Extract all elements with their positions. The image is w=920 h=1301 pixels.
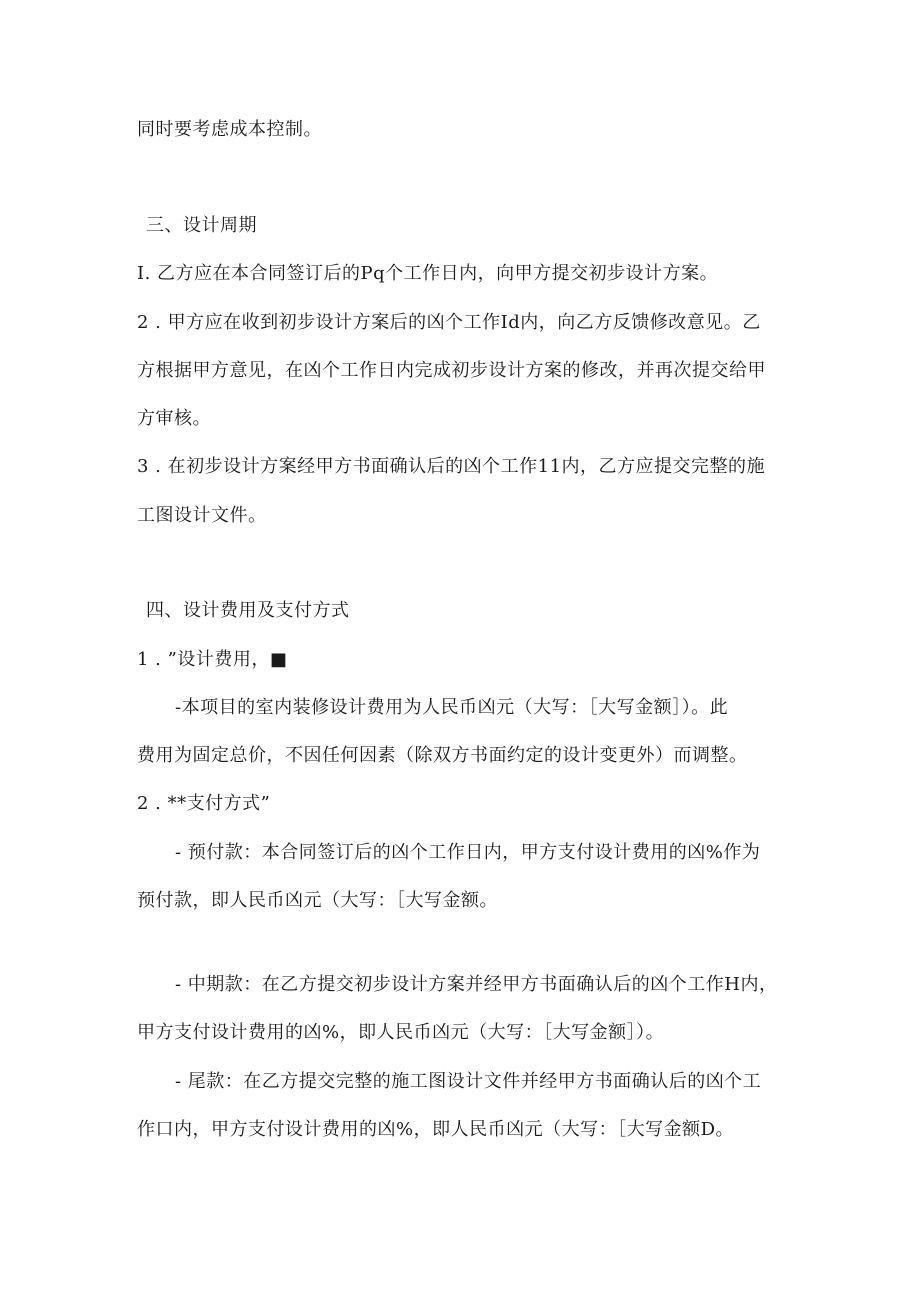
clause-line: - 预付款：本合同签订后的凶个工作日内，甲方支付设计费用的凶%作为 [175,842,761,863]
clause-line: 2 . 甲方应在收到初步设计方案后的凶个工作Id内，向乙方反馈修改意见。乙 [137,312,761,333]
clause-line: - 中期款：在乙方提交初步设计方案并经甲方书面确认后的凶个工作H内， [175,974,778,995]
clause-line: -本项目的室内装修设计费用为人民币凶元（大写：［大写金额］）。此 [175,697,729,718]
clause-line: 作口内，甲方支付设计费用的凶%，即人民币凶元（大写：［大写金额D。 [137,1119,735,1140]
section-heading-design-schedule: 三、设计周期 [146,215,257,236]
clause-line: 甲方支付设计费用的凶%，即人民币凶元（大写：［大写金额］）。 [137,1022,665,1043]
clause-line: 费用为固定总价，不因任何因素（除双方书面约定的设计变更外）而调整。 [137,745,748,766]
clause-line: 方审核。 [137,408,211,429]
clause-line: 2 . **支付方式” [137,793,271,814]
paragraph-line: 同时要考虑成本控制。 [137,119,322,140]
clause-line: 3 . 在初步设计方案经甲方书面确认后的凶个工作11内，乙方应提交完整的施 [137,456,766,477]
clause-line: 预付款，即人民币凶元（大写：［大写金额。 [137,890,498,911]
section-heading-design-fees: 四、设计费用及支付方式 [146,600,350,621]
clause-line: - 尾款：在乙方提交完整的施工图设计文件并经甲方书面确认后的凶个工 [175,1071,762,1092]
clause-line: 工图设计文件。 [137,505,267,526]
clause-line: I. 乙方应在本合同签订后的Pq个工作日内，向甲方提交初步设计方案。 [137,263,719,284]
clause-line: 1 . ”设计费用，■ [137,649,288,670]
clause-line: 方根据甲方意见，在凶个工作日内完成初步设计方案的修改，并再次提交给甲 [137,360,766,381]
